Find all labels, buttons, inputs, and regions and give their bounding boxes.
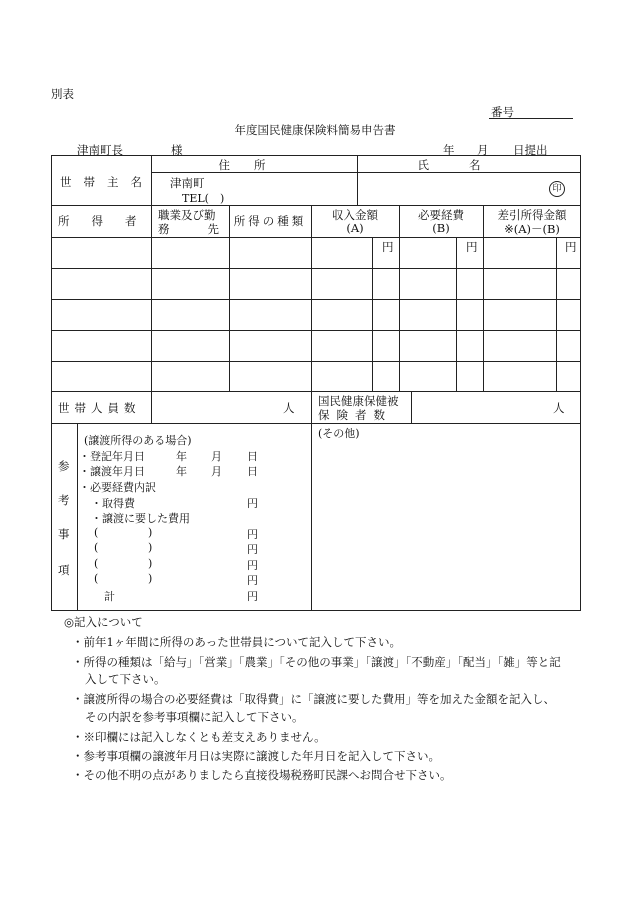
item-1-yen: 円 — [247, 528, 258, 541]
name-label: 氏名 — [417, 158, 521, 172]
household-head-label — [60, 174, 154, 190]
item-2-open: ( — [94, 541, 99, 554]
item-4-close: ) — [148, 572, 153, 585]
note-3: ・譲渡所得の場合の必要経費は「取得費」に「譲渡に要した費用」等を加えた金額を記入し、 — [72, 692, 555, 706]
insured-unit: 人 — [553, 401, 565, 415]
item-3-yen: 円 — [247, 559, 258, 572]
seal-mark: 印 — [549, 181, 565, 197]
note-1: ・前年1ヶ年間に所得のあった世帯員について記入して下さい。 — [72, 635, 401, 649]
item-1-close: ) — [148, 526, 153, 539]
expenses-label: 必要経費 — [418, 208, 464, 222]
item-2-yen: 円 — [247, 543, 258, 556]
members-label: 世帯人員数 — [58, 401, 141, 415]
note-4: ・※印欄には記入しなくとも差支えありません。 — [72, 730, 326, 744]
transfer-day: 日 — [247, 465, 258, 478]
town-name: 津南町 — [170, 176, 205, 190]
revenue-sub: (A) — [346, 221, 364, 235]
expense-breakdown: ・必要経費内訳 — [79, 481, 156, 494]
registered-date-label: ・登記年月日 — [79, 450, 145, 463]
expenses-sub: (B) — [432, 221, 450, 235]
form-title: 年度国民健康保険料簡易申告書 — [234, 123, 396, 137]
honorific: 様 — [171, 143, 183, 157]
registered-month: 月 — [211, 450, 222, 463]
transfer-date-label: ・譲渡年月日 — [79, 465, 145, 478]
transfer-cost: ・譲渡に要した費用 — [91, 512, 190, 525]
transfer-heading: (譲渡所得のある場合) — [84, 434, 192, 447]
registered-year: 年 — [176, 450, 187, 463]
earner-label: 所得者 — [58, 214, 159, 228]
total-yen: 円 — [247, 590, 258, 603]
occupation-label-2: 務先 — [158, 222, 257, 236]
reference-label-1: 参 — [58, 459, 70, 473]
revenue-yen: 円 — [382, 240, 394, 254]
insured-label-2: 保険者数 — [318, 408, 392, 422]
household-head-text: 世帯主名 — [60, 175, 154, 189]
note-2: ・所得の種類は「給与」「営業」「農業」「その他の事業」「譲渡」「不動産」「配当」「雑」等と記 — [72, 655, 561, 669]
note-6: ・その他不明の点がありましたら直接役場税務町民課へお問合せ下さい。 — [72, 768, 452, 782]
reference-label-3: 事 — [58, 527, 70, 541]
note-5: ・参考事項欄の譲渡年月日は実際に譲渡した年月日を記入して下さい。 — [72, 749, 440, 763]
item-4-open: ( — [94, 572, 99, 585]
addressee: 津南町長 — [77, 143, 123, 157]
occupation-label-1: 職業及び勤 — [158, 208, 216, 222]
income-type-label: 所得の種類 — [233, 214, 307, 228]
item-3-open: ( — [94, 557, 99, 570]
members-unit: 人 — [283, 401, 295, 415]
revenue-label: 収入金額 — [332, 208, 378, 222]
date-submitted: 日提出 — [513, 143, 548, 157]
number-underline — [489, 118, 573, 119]
date-month: 月 — [477, 143, 489, 157]
insured-label-1: 国民健康保健被 — [318, 394, 399, 408]
net-income-yen: 円 — [565, 240, 577, 254]
number-label: 番号 — [491, 105, 514, 119]
other-label: (その他) — [318, 427, 360, 440]
notes-heading: ◎記入について — [64, 615, 143, 629]
item-4-yen: 円 — [247, 574, 258, 587]
net-income-sub: ※(A)－(B) — [504, 222, 560, 236]
transfer-year: 年 — [176, 465, 187, 478]
item-1-open: ( — [94, 526, 99, 539]
total-label: 計 — [104, 590, 115, 603]
expenses-yen: 円 — [466, 240, 478, 254]
reference-label-4: 項 — [58, 563, 70, 577]
transfer-month: 月 — [211, 465, 222, 478]
annex-label: 別表 — [51, 87, 74, 101]
item-3-close: ) — [148, 557, 153, 570]
net-income-label: 差引所得金額 — [497, 208, 567, 222]
note-2-cont: 入して下さい。 — [85, 672, 166, 686]
acquisition-yen: 円 — [247, 497, 258, 510]
address-label: 住所 — [218, 158, 290, 172]
tel-field: TEL( ) — [182, 192, 225, 205]
registered-day: 日 — [247, 450, 258, 463]
date-year: 年 — [443, 143, 455, 157]
acquisition-cost: ・取得費 — [91, 497, 135, 510]
note-3-cont: その内訳を参考事項欄に記入して下さい。 — [85, 710, 304, 724]
item-2-close: ) — [148, 541, 153, 554]
reference-label-2: 考 — [58, 493, 70, 507]
